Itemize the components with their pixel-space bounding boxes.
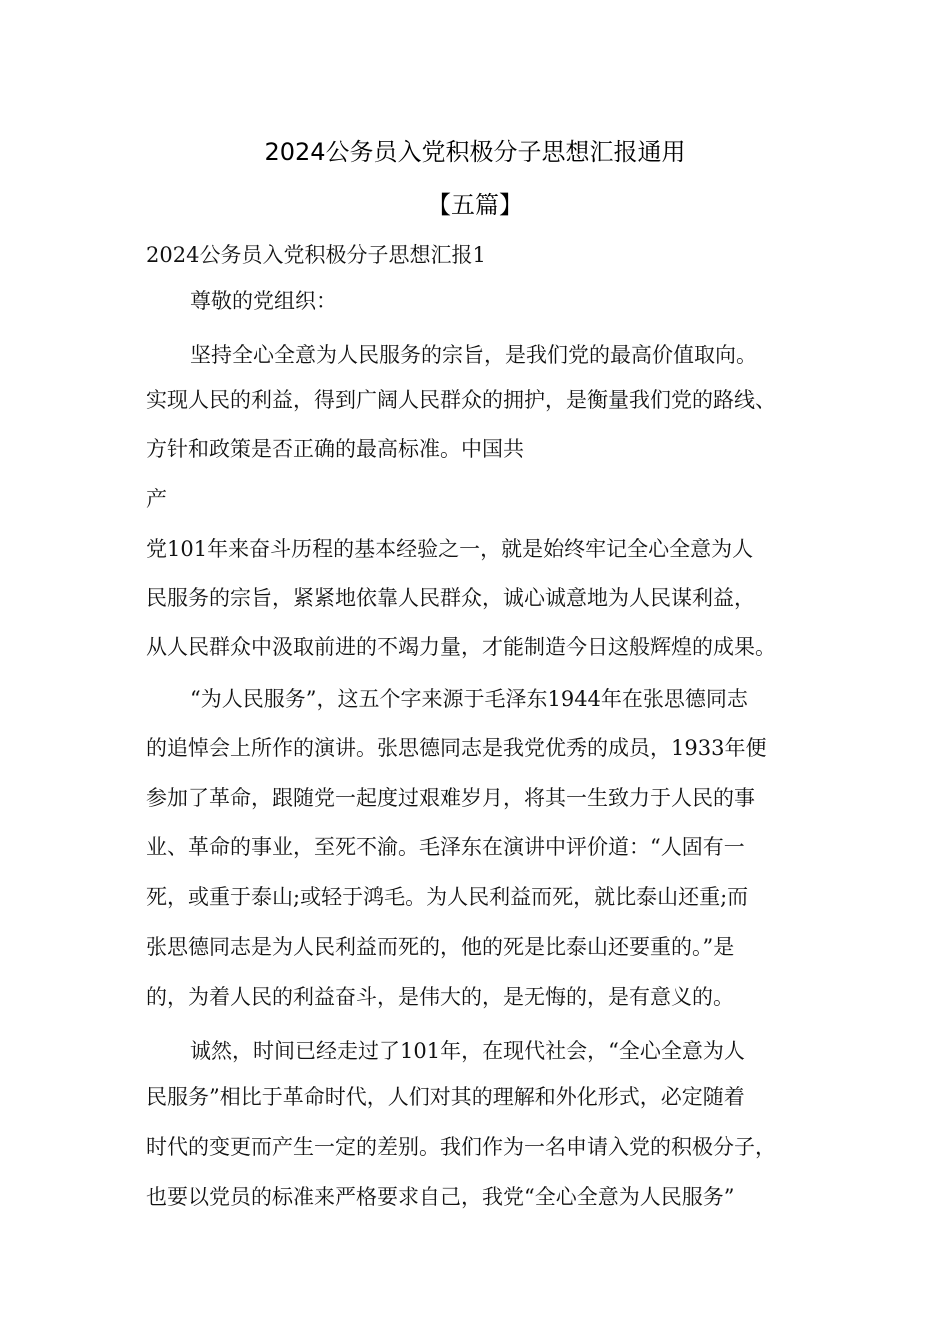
body-line: 张思德同志是为人民利益而死的，他的死是比泰山还要重的。”是 xyxy=(146,935,735,959)
body-line: 的，为着人民的利益奋斗，是伟大的，是无悔的，是有意义的。 xyxy=(146,985,734,1009)
document-title-line-2: 【五篇】 xyxy=(427,191,523,219)
body-line: 从人民群众中汲取前进的不竭力量，才能制造今日这般辉煌的成果。 xyxy=(146,635,776,659)
document-title-line-1: 2024公务员入党积极分子思想汇报通用 xyxy=(264,138,686,166)
body-line: 死，或重于泰山;或轻于鸿毛。为人民利益而死，就比泰山还重;而 xyxy=(146,885,749,909)
body-line: 党101年来奋斗历程的基本经验之一，就是始终牢记全心全意为人 xyxy=(146,537,754,561)
body-line: 的追悼会上所作的演讲。张思德同志是我党优秀的成员，1933年便 xyxy=(146,736,767,760)
body-line: 业、革命的事业，至死不渝。毛泽东在演讲中评价道：“人固有一 xyxy=(146,835,745,859)
document-subtitle: 2024公务员入党积极分子思想汇报1 xyxy=(146,243,486,267)
body-line: “为人民服务”，这五个字来源于毛泽东1944年在张思德同志 xyxy=(190,687,748,711)
body-line: 方针和政策是否正确的最高标准。中国共 xyxy=(146,437,524,461)
body-line: 诚然，时间已经走过了101年，在现代社会，“全心全意为人 xyxy=(190,1039,745,1063)
body-line: 民服务”相比于革命时代，人们对其的理解和外化形式，必定随着 xyxy=(146,1085,745,1109)
body-line: 实现人民的利益，得到广阔人民群众的拥护，是衡量我们党的路线、 xyxy=(146,388,776,412)
salutation: 尊敬的党组织： xyxy=(190,289,337,313)
body-line: 参加了革命，跟随党一起度过艰难岁月，将其一生致力于人民的事 xyxy=(146,786,755,810)
body-line: 时代的变更而产生一定的差别。我们作为一名申请入党的积极分子， xyxy=(146,1135,776,1159)
body-line: 也要以党员的标准来严格要求自己，我党“全心全意为人民服务” xyxy=(146,1185,735,1209)
body-line: 产 xyxy=(146,487,167,511)
body-line: 民服务的宗旨，紧紧地依靠人民群众，诚心诚意地为人民谋利益， xyxy=(146,586,755,610)
body-line: 坚持全心全意为人民服务的宗旨，是我们党的最高价值取向。 xyxy=(190,343,757,367)
